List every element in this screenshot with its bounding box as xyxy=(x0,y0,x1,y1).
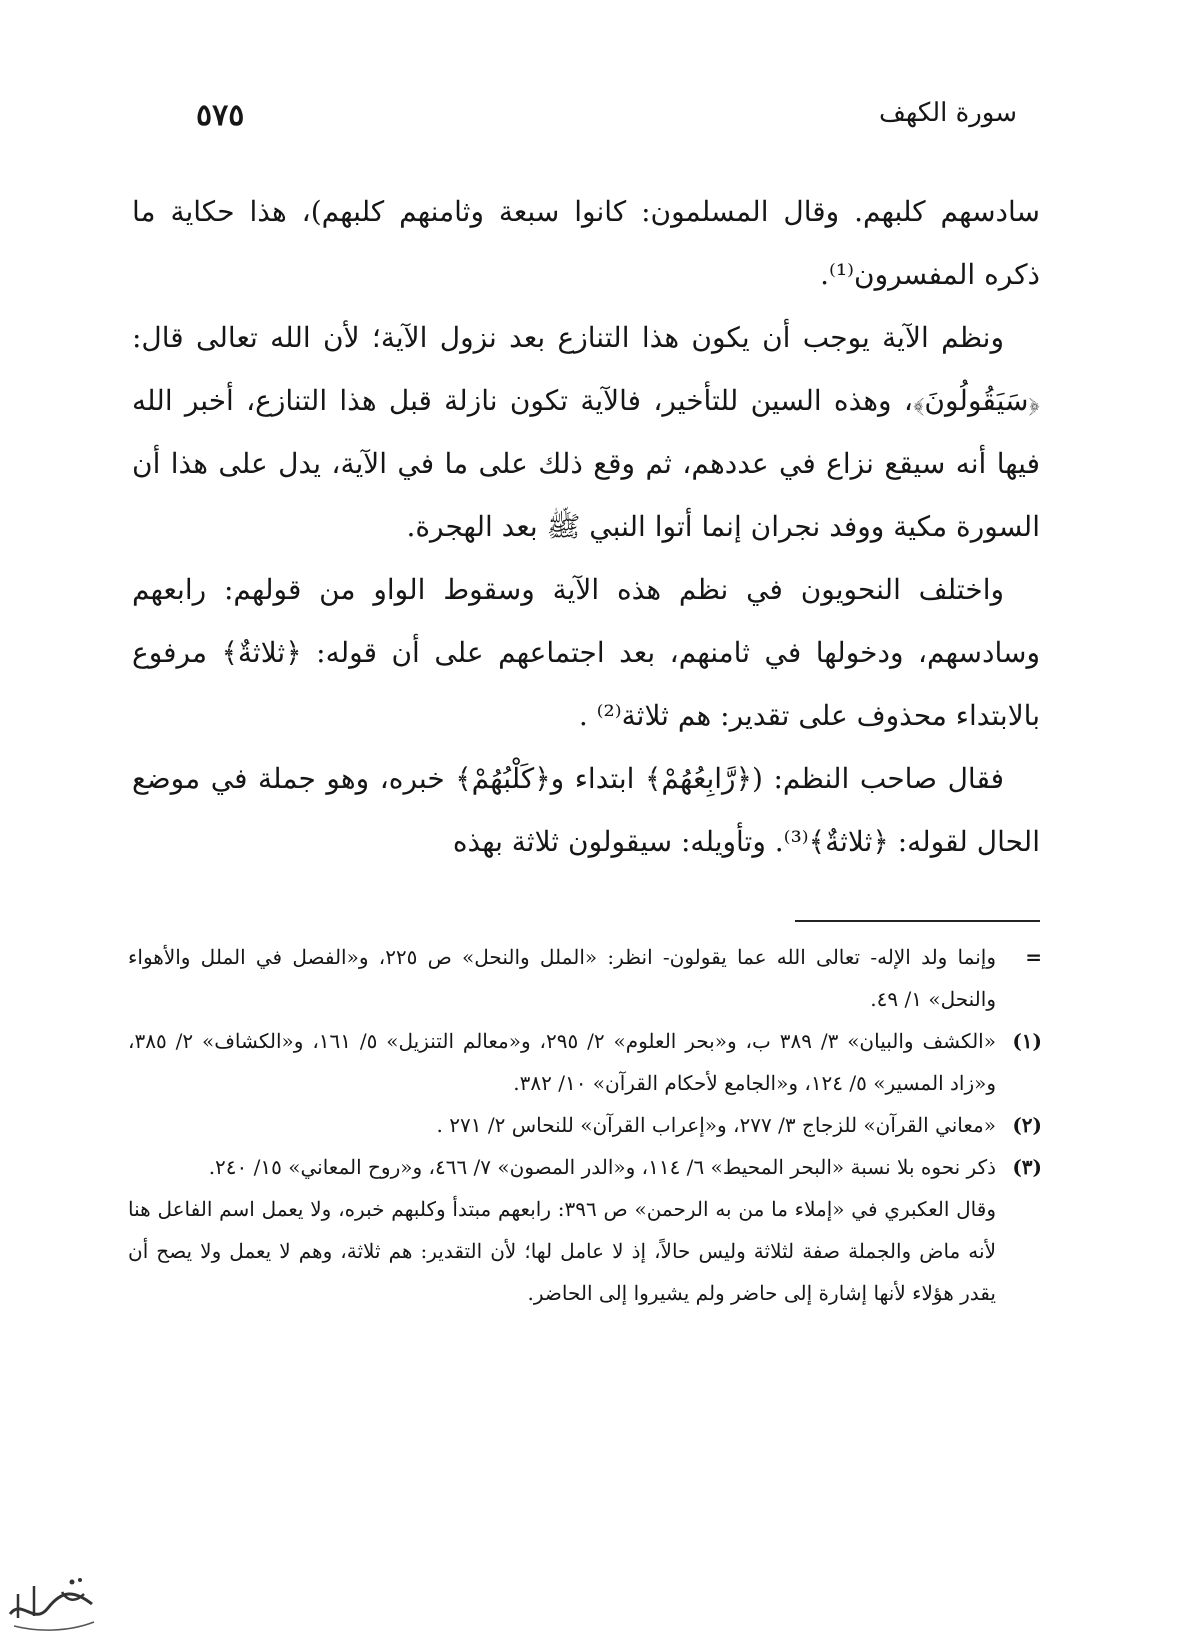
footnote-2 xyxy=(128,1104,1042,1146)
main-text xyxy=(132,180,1040,873)
footnote-3 xyxy=(128,1146,1042,1188)
footnote-divider xyxy=(795,920,1040,922)
footnote-text: «الكشف والبيان» ٣/ ٣٨٩ ب، و«بحر العلوم» ٢/ ٢٩٥، و«معالم التنزيل» ٥/ ١٦١، و«الكشاف» ٢/ ٣٨٥، و«زاد المسير» ٥/ ١٢٤، و«الجامع لأحكام القرآن» ١٠/ ٣٨٢. xyxy=(128,1029,996,1095)
paragraph-1: سادسهم كلبهم. وقال المسلمون: كانوا سبعة وثامنهم كلبهم)، هذا حكاية ما ذكره المفسرون⁽¹⁾. xyxy=(132,195,1040,291)
footnote-text: وقال العكبري في «إملاء ما من به الرحمن» ص ٣٩٦: رابعهم مبتدأ وكلبهم خبره، ولا يعمل اسم الفاعل هنا لأنه ماض والجملة صفة لثلاثة وليس حالاً، إذ لا عامل لها؛ لأن التقدير: هم ثلاثة، وهم لا يعمل ولا يصح أن يقدر هؤلاء لأنها إشارة إلى حاضر ولم يشيروا إلى الحاضر. xyxy=(128,1197,997,1305)
footnote-3-continued xyxy=(128,1188,1042,1314)
footnote-text: وإنما ولد الإله- تعالى الله عما يقولون- انظر: «الملل والنحل» ص ٢٢٥، و«الفصل في الملل والأهواء والنحل» ١/ ٤٩. xyxy=(128,945,996,1011)
paragraph-4: فقال صاحب النظم: (﴿رَّابِعُهُمْ﴾ ابتداء و﴿كَلْبُهُمْ﴾ خبره، وهو جملة في موضع الحال لقوله: ﴿ثلاثةٌ﴾⁽³⁾. وتأويله: سيقولون ثلاثة بهذه xyxy=(132,762,1040,858)
footnote-continuation xyxy=(128,936,1042,1020)
footnote-marker: (٣) xyxy=(1012,1155,1042,1179)
footnote-text: «معاني القرآن» للزجاج ٣/ ٢٧٧، و«إعراب القرآن» للنحاس ٢/ ٢٧١ . xyxy=(436,1113,996,1137)
footnote-marker: (٢) xyxy=(1012,1113,1042,1137)
calligraphy-watermark-logo xyxy=(4,1568,100,1638)
surah-title: سورة الكهف xyxy=(878,98,1017,128)
footnote-marker: (١) xyxy=(1012,1029,1042,1053)
paragraph-3: واختلف النحويون في نظم هذه الآية وسقوط الواو من قولهم: رابعهم وسادسهم، ودخولها في ثامنهم، بعد اجتماعهم على أن قوله: ﴿ثلاثةٌ﴾ مرفوع بالابتداء محذوف على تقدير: هم ثلاثة⁽²⁾ . xyxy=(132,573,1040,732)
paragraph-2: ونظم الآية يوجب أن يكون هذا التنازع بعد نزول الآية؛ لأن الله تعالى قال: ﴿سَيَقُولُونَ﴾، وهذه السين للتأخير، فالآية تكون نازلة قبل هذا التنازع، أخبر الله فيها أنه سيقع نزاع في عددهم، ثم وقع ذلك على ما في الآية، يدل على هذا أن السورة مكية ووفد نجران إنما أتوا النبي ﷺ بعد الهجرة. xyxy=(132,321,1040,543)
footnote-marker: = xyxy=(1025,945,1042,969)
page-number: ٥٧٥ xyxy=(196,98,245,133)
footnotes xyxy=(128,936,1042,1314)
footnote-text: ذكر نحوه بلا نسبة «البحر المحيط» ٦/ ١١٤، و«الدر المصون» ٧/ ٤٦٦، و«روح المعاني» ١٥/ ٢٤٠. xyxy=(208,1155,996,1179)
footnote-1 xyxy=(128,1020,1042,1104)
